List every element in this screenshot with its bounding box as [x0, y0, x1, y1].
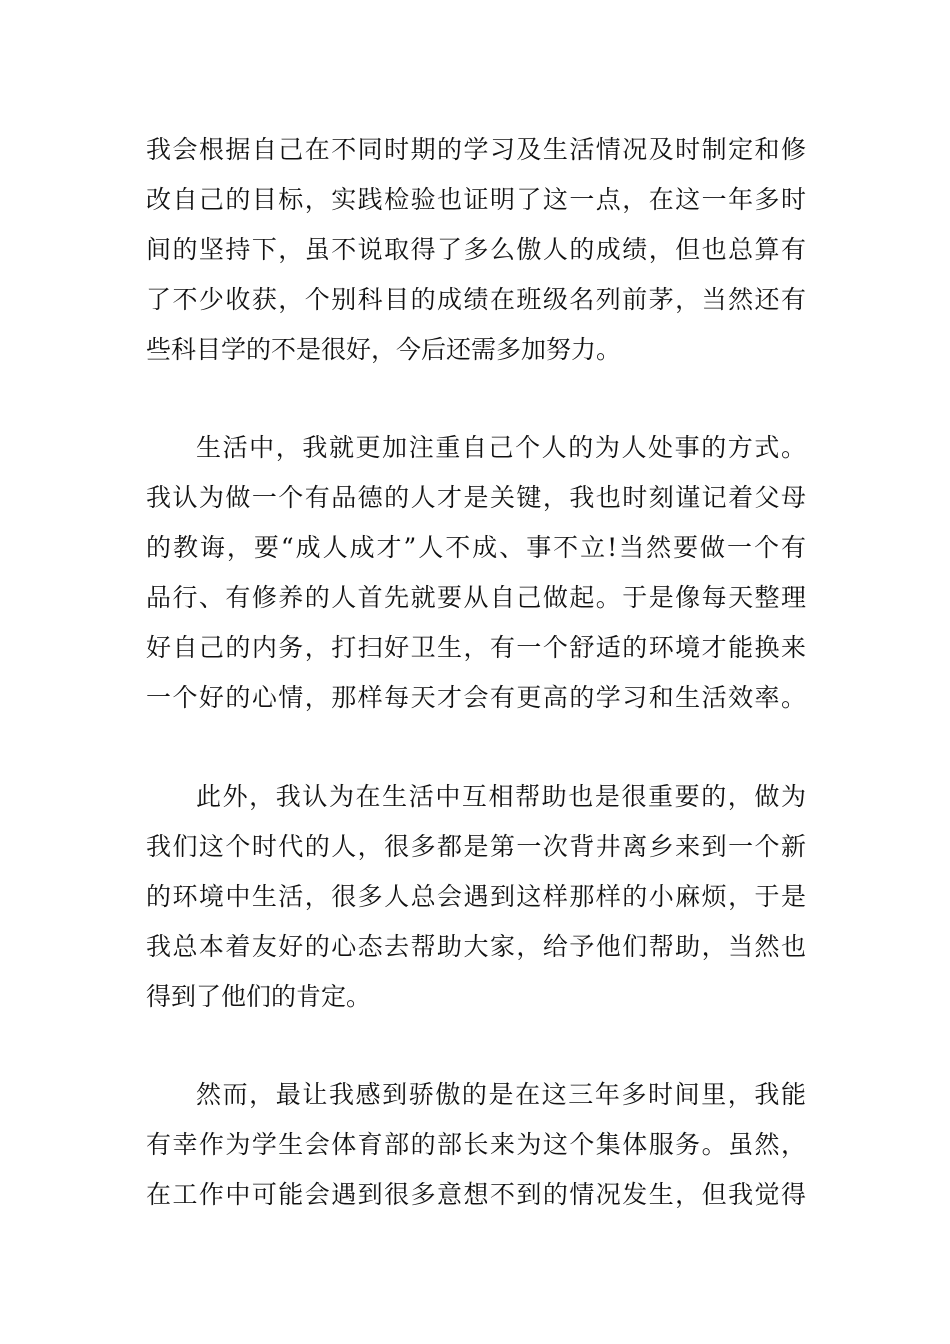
- paragraph-2-line-4: 品行、有修养的人首先就要从自己做起。于是像每天整理: [146, 583, 806, 612]
- paragraph-4-line-2: 有幸作为学生会体育部的部长来为这个集体服务。虽然，: [146, 1130, 806, 1159]
- paragraph-4-line-1: 然而，最让我感到骄傲的是在这三年多时间里，我能: [196, 1080, 806, 1109]
- paragraph-1-line-5: 些科目学的不是很好，今后还需多加努力。: [146, 335, 622, 364]
- paragraph-4-line-3: 在工作中可能会遇到很多意想不到的情况发生，但我觉得: [146, 1180, 806, 1209]
- paragraph-3-line-2: 我们这个时代的人，很多都是第一次背井离乡来到一个新: [146, 832, 806, 861]
- paragraph-1-line-3: 间的坚持下，虽不说取得了多么傲人的成绩，但也总算有: [146, 235, 806, 264]
- paragraph-1-line-1: 我会根据自己在不同时期的学习及生活情况及时制定和修: [146, 135, 806, 164]
- paragraph-2-line-1: 生活中，我就更加注重自己个人的为人处事的方式。: [196, 433, 806, 462]
- paragraph-3-line-5: 得到了他们的肯定。: [146, 982, 372, 1011]
- paragraph-2-line-6: 一个好的心情，那样每天才会有更高的学习和生活效率。: [146, 683, 806, 712]
- paragraph-1-line-4: 了不少收获，个别科目的成绩在班级名列前茅，当然还有: [146, 285, 806, 314]
- paragraph-2-line-2: 我认为做一个有品德的人才是关键，我也时刻谨记着父母: [146, 483, 806, 512]
- paragraph-3-line-3: 的环境中生活，很多人总会遇到这样那样的小麻烦，于是: [146, 882, 806, 911]
- paragraph-1-line-2: 改自己的目标，实践检验也证明了这一点，在这一年多时: [146, 185, 806, 214]
- paragraph-3-line-4: 我总本着友好的心态去帮助大家，给予他们帮助，当然也: [146, 932, 806, 961]
- paragraph-2-line-3: 的教诲，要“成人成才”人不成、事不立!当然要做一个有: [146, 533, 806, 562]
- paragraph-2-line-5: 好自己的内务，打扫好卫生，有一个舒适的环境才能换来: [146, 633, 806, 662]
- paragraph-3-line-1: 此外，我认为在生活中互相帮助也是很重要的，做为: [196, 782, 806, 811]
